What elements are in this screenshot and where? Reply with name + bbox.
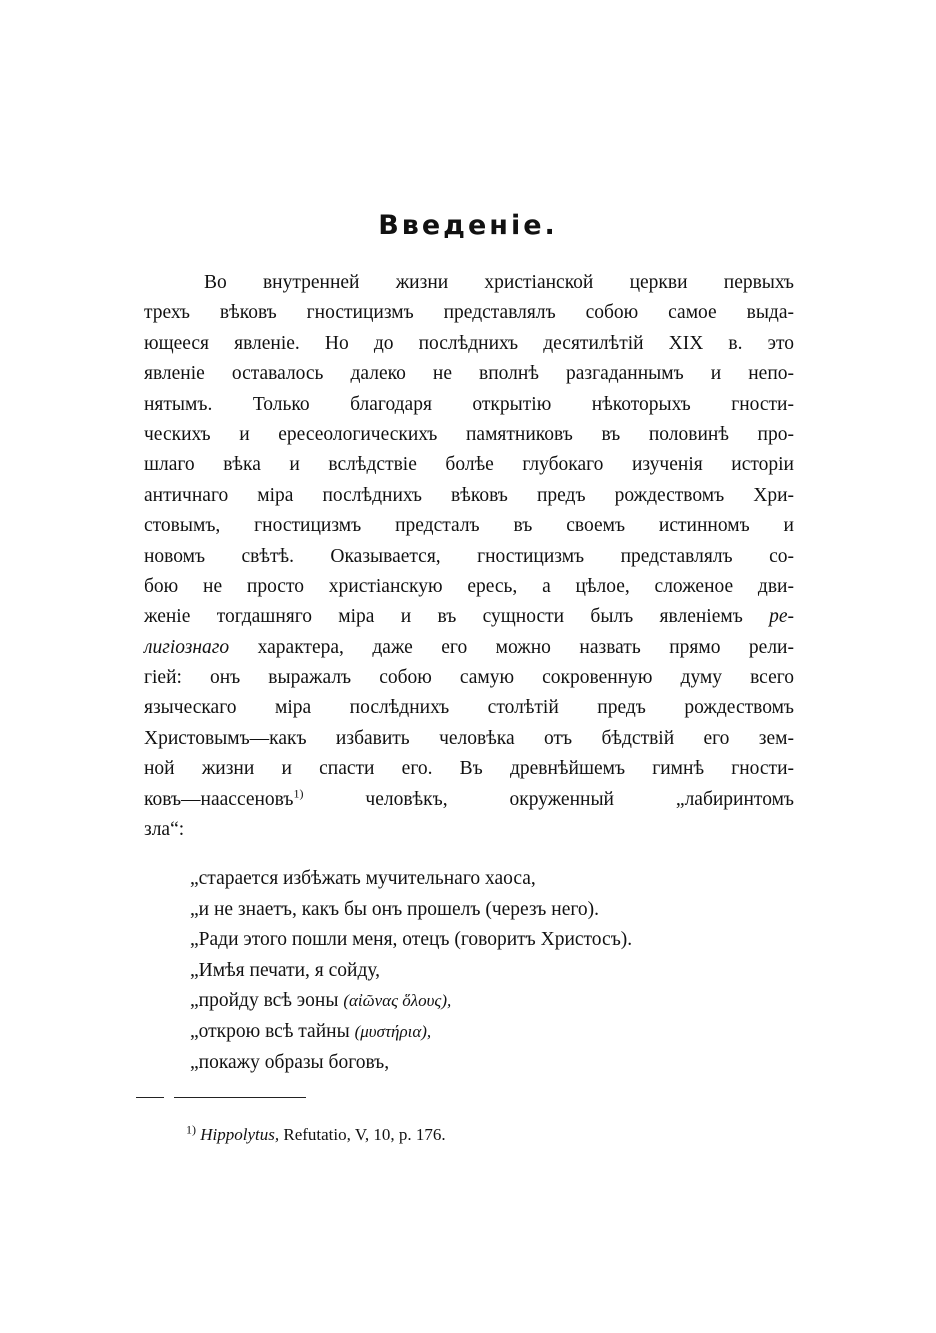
greek-phrase: (αἰῶνας ὅλους), (343, 991, 452, 1011)
italic-word: лигіознаго (144, 636, 230, 658)
introduction-paragraph (144, 268, 794, 845)
text-line (144, 785, 794, 815)
text-line: ной жизни и спасти его. Въ древнѣйшемъ гимнѣ гности- (144, 758, 794, 780)
text-line: зла“: (144, 819, 185, 841)
footnote-marker: 1) (186, 1122, 196, 1137)
text-line: языческаго міра послѣднихъ столѣтій предъ рождествомъ (144, 697, 794, 719)
footnote-separator-short (136, 1097, 164, 1098)
footnote-author: Hippolytus, (200, 1125, 280, 1144)
text-line: новомъ свѣтѣ. Оказывается, гностицизмъ представлялъ со- (144, 545, 794, 567)
text-line (144, 602, 794, 632)
verse-line: „Ради этого пошли меня, отецъ (говоритъ Христосъ). (190, 929, 633, 951)
text-line: шлаго вѣка и вслѣдствіе болѣе глубокаго изученія исторіи (144, 454, 794, 476)
text-line: трехъ вѣковъ гностицизмъ представлялъ собою самое выда- (144, 302, 794, 324)
text-line: Христовымъ—какъ избавить человѣка отъ бѣдствій его зем- (144, 727, 794, 749)
text-line: бою не просто христіанскую ересь, а цѣлое, сложеное дви- (144, 575, 794, 597)
verse-line: „покажу образы боговъ, (190, 1051, 390, 1073)
text-fragment: „открою всѣ тайны (190, 1020, 355, 1042)
text-fragment: „пройду всѣ эоны (190, 990, 344, 1012)
hymn-quotation (190, 864, 810, 1078)
footnote-source: Refutatio, V, 10, p. 176. (279, 1125, 446, 1144)
text-line: нятымъ. Только благодаря открытію нѣкоторыхъ гности- (144, 393, 794, 415)
verse-line: „старается избѣжать мучительнаго хаоса, (190, 868, 536, 889)
greek-phrase: (μυστήρια), (354, 1021, 432, 1041)
text-line: явленіе оставалось далеко не вполнѣ разгаданнымъ и непо- (144, 363, 794, 385)
verse-line (190, 1017, 810, 1048)
text-line: стовымъ, гностицизмъ предсталъ въ своемъ истинномъ и (144, 515, 794, 537)
verse-line (190, 986, 810, 1017)
text-fragment: женіе тогдашняго міра и въ сущности былъ явленіемъ (144, 606, 770, 628)
text-line: ющееся явленіе. Но до послѣднихъ десятилѣтій XIX в. это (144, 332, 794, 354)
text-line: античнаго міра послѣднихъ вѣковъ предъ рождествомъ Хри- (144, 484, 794, 506)
text-fragment: человѣкъ, окруженный „лабиринтомъ (303, 788, 794, 810)
verse-line: „Имѣя печати, я сойду, (190, 959, 381, 981)
footnote (186, 1123, 446, 1147)
verse-line: „и не знаетъ, какъ бы онъ прошелъ (черезъ него). (190, 898, 599, 920)
footnote-reference[interactable]: 1) (293, 786, 304, 801)
text-line: Во внутренней жизни христіанской церкви первыхъ (204, 272, 794, 293)
text-line: ческихъ и ересеологическихъ памятниковъ въ половинѣ про- (144, 423, 794, 445)
footnote-separator (174, 1097, 306, 1098)
text-line (144, 633, 794, 663)
text-fragment: характера, даже его можно назвать прямо рели- (229, 636, 794, 658)
text-line: гіей: онъ выражалъ собою самую сокровенную думу всего (144, 667, 794, 689)
text-fragment: ковъ—наассеновъ (144, 788, 294, 810)
italic-word: ре- (769, 606, 794, 628)
chapter-heading: Введеніе. (378, 210, 558, 241)
